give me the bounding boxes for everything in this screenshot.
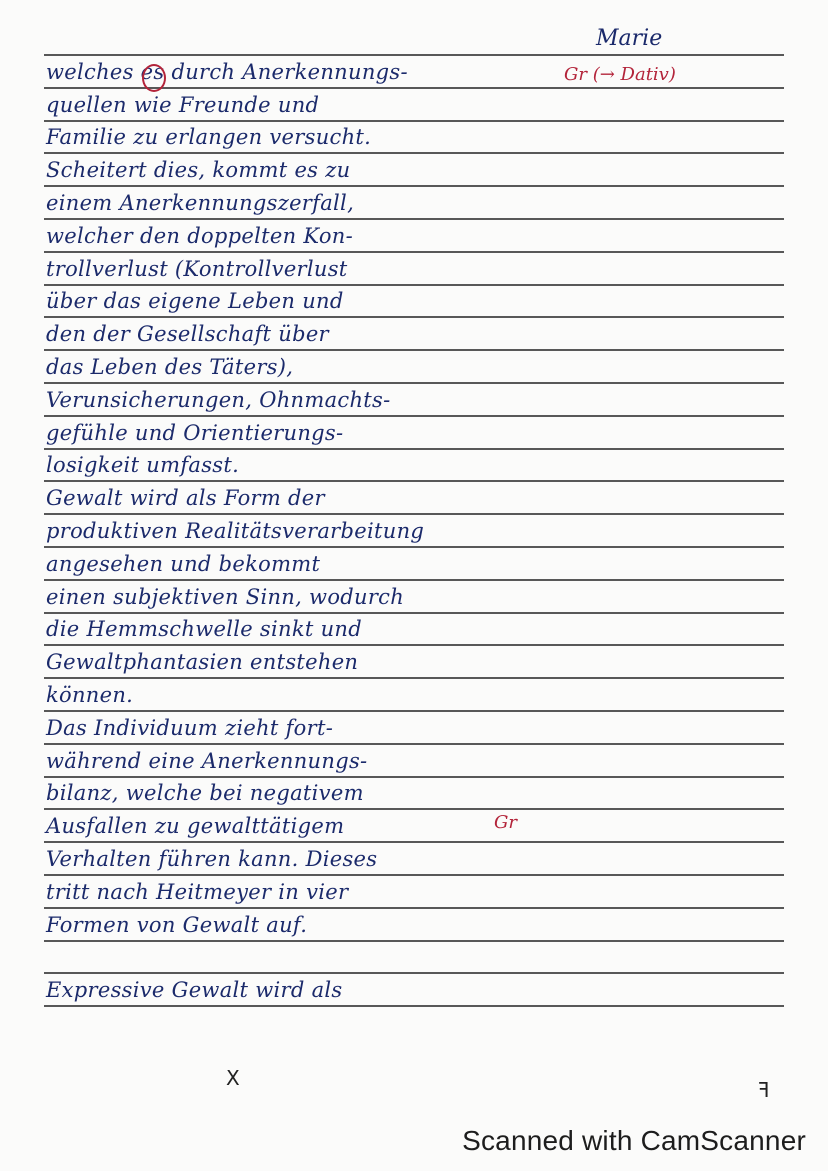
ruled-line <box>44 218 784 220</box>
text-line: den der Gesellschaft über <box>46 322 329 346</box>
text-line: über das eigene Leben und <box>46 289 344 313</box>
text-line: die Hemmschwelle sinkt und <box>46 617 362 641</box>
ruled-line <box>44 907 784 909</box>
text-line: Familie zu erlangen versucht. <box>46 125 372 149</box>
text-line: Verhalten führen kann. Dieses <box>46 847 378 871</box>
text-line: Expressive Gewalt wird als <box>46 978 343 1002</box>
ruled-line <box>44 382 784 384</box>
text-line: einem Anerkennungszerfall, <box>46 191 355 215</box>
ruled-line <box>44 808 784 810</box>
text-line: quellen wie Freunde und <box>46 93 320 117</box>
text-line: Scheitert dies, kommt es zu <box>46 158 351 182</box>
ruled-line <box>44 316 784 318</box>
ruled-line <box>44 710 784 712</box>
text-line: produktiven Realitätsverarbeitung <box>46 519 425 543</box>
text-line: trollverlust (Kontrollverlust <box>46 257 348 281</box>
correction-note-grammar: Gr <box>494 812 517 833</box>
ruled-line <box>44 480 784 482</box>
ruled-line <box>44 677 784 679</box>
ruled-line <box>44 152 784 154</box>
text-line: gefühle und Orientierungs- <box>46 421 344 445</box>
ruled-line <box>44 448 784 450</box>
ruled-line <box>44 251 784 253</box>
text-line: Formen von Gewalt auf. <box>46 913 308 937</box>
text-line: Verunsicherungen, Ohnmachts- <box>46 388 391 412</box>
ruled-line <box>44 644 784 646</box>
ruled-line <box>44 284 784 286</box>
text-line: Das Individuum zieht fort- <box>46 716 334 740</box>
text-line: welcher den doppelten Kon- <box>46 224 353 248</box>
ruled-line <box>44 743 784 745</box>
ruled-line <box>44 841 784 843</box>
ruled-line <box>44 579 784 581</box>
ruled-line <box>44 776 784 778</box>
ruled-line <box>44 940 784 942</box>
text-line: Ausfallen zu gewalttätigem <box>46 814 345 838</box>
ruled-line <box>44 513 784 515</box>
ruled-line <box>44 546 784 548</box>
ruled-line <box>44 612 784 614</box>
text-line: das Leben des Täters), <box>46 355 294 379</box>
text-line: Gewalt wird als Form der <box>46 486 325 510</box>
text-line: bilanz, welche bei negativem <box>46 781 364 805</box>
text-line: können. <box>46 683 134 707</box>
text-line: welches es durch Anerkennungs- <box>46 60 408 84</box>
text-line: Gewaltphantasien entstehen <box>46 650 359 674</box>
student-name: Marie <box>596 26 663 51</box>
text-line: losigkeit umfasst. <box>46 453 240 477</box>
correction-circle <box>142 64 166 92</box>
cross-mark: X <box>226 1066 240 1090</box>
text-line: tritt nach Heitmeyer in vier <box>46 880 349 904</box>
ruled-line <box>44 415 784 417</box>
page-mark: ꟻ <box>758 1078 770 1102</box>
ruled-line <box>44 972 784 974</box>
correction-note-top: Gr (→ Dativ) <box>564 64 676 85</box>
text-line: einen subjektiven Sinn, wodurch <box>46 585 405 609</box>
ruled-line <box>44 1005 784 1007</box>
camscanner-watermark: Scanned with CamScanner <box>462 1125 806 1156</box>
ruled-line <box>44 54 784 56</box>
ruled-line <box>44 349 784 351</box>
text-line: während eine Anerkennungs- <box>46 749 368 773</box>
ruled-line <box>44 120 784 122</box>
ruled-line <box>44 185 784 187</box>
text-line: angesehen und bekommt <box>46 552 321 576</box>
ruled-line <box>44 874 784 876</box>
